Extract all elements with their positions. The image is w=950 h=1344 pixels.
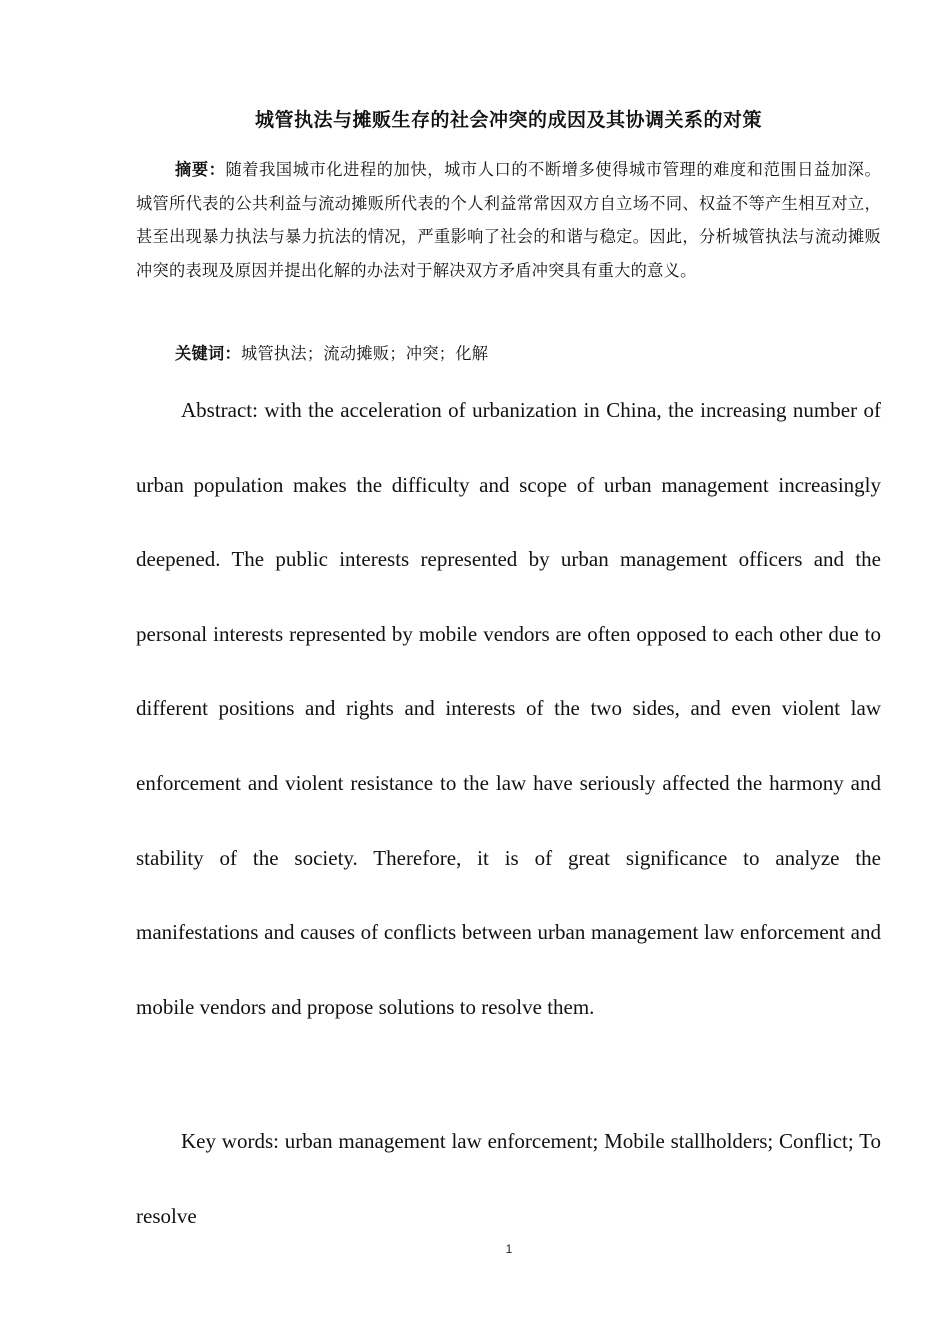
chinese-abstract-label: 摘要： bbox=[175, 160, 226, 179]
chinese-abstract bbox=[136, 153, 881, 287]
chinese-keywords bbox=[136, 337, 881, 371]
chinese-keywords-label: 关键词： bbox=[175, 344, 241, 363]
english-abstract: Abstract: with the acceleration of urbanization in China, the increasing number of urban population makes the difficulty and scope of urban management increasingly deepened. The public interests represented by urban management officers and the personal interests represented by mobile vendors are often opposed to each other due to different positions and rights and interests of the two sides, and even violent law enforcement and violent resistance to the law have seriously affected the harmony and stability of the society. Therefore, it is of great significance to analyze the manifestations and causes of conflicts between urban management law enforcement and mobile vendors and propose solutions to resolve them. bbox=[136, 398, 881, 1019]
page-title: 城管执法与摊贩生存的社会冲突的成因及其协调关系的对策 bbox=[254, 109, 762, 131]
chinese-keywords-text: 城管执法；流动摊贩；冲突；化解 bbox=[240, 344, 489, 363]
chinese-abstract-text: 随着我国城市化进程的加快，城市人口的不断增多使得城市管理的难度和范围日益加深。城管所代表的公共利益与流动摊贩所代表的个人利益常常因双方自立场不同、权益不等产生相互对立，甚至出现暴力执法与暴力抗法的情况，严重影响了社会的和谐与稳定。因此，分析城管执法与流动摊贩冲突的表现及原因并提出化解的办法对于解决双方矛盾冲突具有重大的意义。 bbox=[136, 160, 881, 280]
page-number: 1 bbox=[505, 1242, 513, 1256]
english-keywords: Key words: urban management law enforcement; Mobile stallholders; Conflict; To resolve bbox=[136, 1129, 881, 1228]
